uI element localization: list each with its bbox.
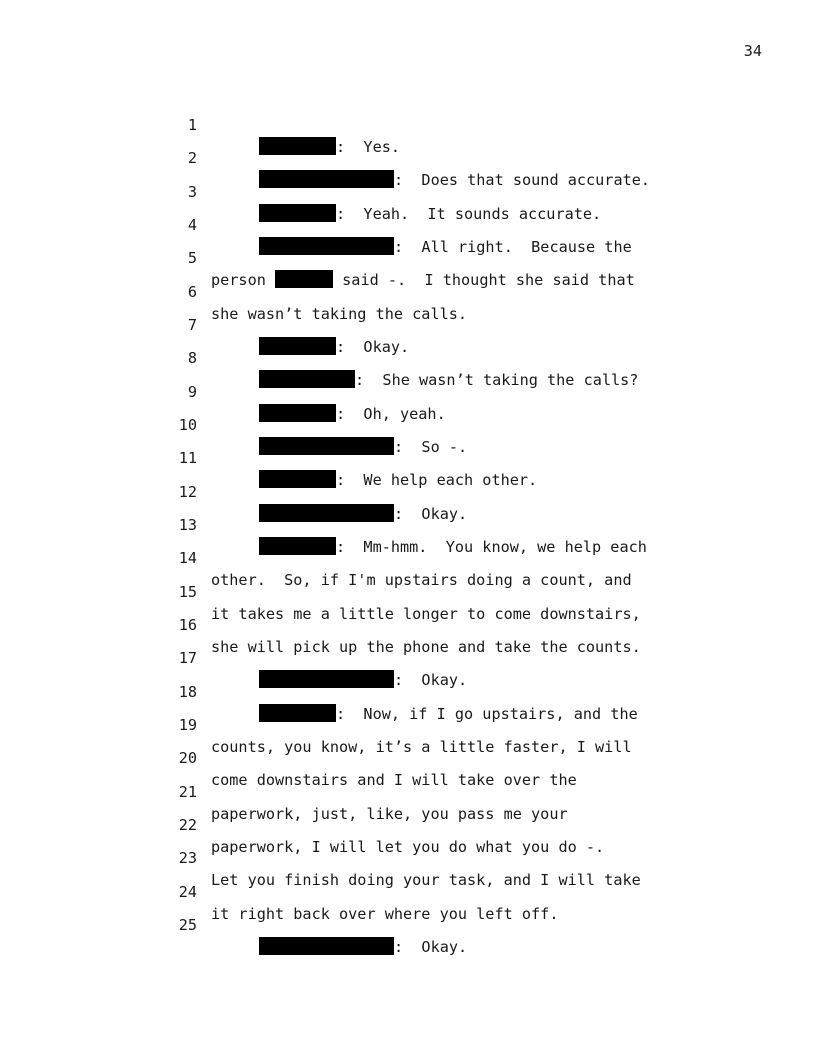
transcript-line [0, 159, 816, 223]
transcript-line [0, 425, 816, 489]
line-text: Let you finish doing your task, and I will take [211, 871, 641, 889]
line-number: 9 [187, 383, 197, 401]
line-number: 1 [187, 116, 197, 134]
transcript-line [0, 92, 816, 156]
line-number: 22 [178, 816, 197, 834]
transcript-line [0, 192, 816, 256]
line-text: : She wasn’t taking the calls? [355, 371, 639, 389]
line-number: 23 [178, 849, 197, 867]
line-text: : Does that sound accurate. [394, 171, 651, 189]
transcript-line [0, 125, 816, 189]
transcript-line [0, 892, 816, 956]
line-text-before-redaction: person [211, 271, 276, 289]
transcript-line [0, 325, 816, 389]
transcript-line [0, 759, 816, 823]
line-text: she will pick up the phone and take the counts. [211, 638, 641, 656]
line-text: : Okay. [394, 505, 468, 523]
line-number: 21 [178, 783, 197, 801]
transcript-line [0, 625, 816, 689]
page-number: 34 [743, 42, 762, 60]
line-text: : Yeah. It sounds accurate. [336, 205, 602, 223]
line-text: paperwork, I will let you do what you do -. [211, 838, 605, 856]
line-number: 19 [178, 716, 197, 734]
line-text: she wasn’t taking the calls. [211, 305, 468, 323]
line-number: 4 [187, 216, 197, 234]
line-number: 18 [178, 683, 197, 701]
line-text: : We help each other. [336, 471, 538, 489]
line-text: it takes me a little longer to come downstairs, [211, 605, 641, 623]
transcript-line [0, 225, 816, 289]
line-text: : Yes. [336, 138, 401, 156]
transcript-line [0, 459, 816, 523]
line-number: 15 [178, 583, 197, 601]
line-text: : Okay. [336, 338, 410, 356]
line-text: : Okay. [394, 671, 468, 689]
line-number: 13 [178, 516, 197, 534]
line-number: 17 [178, 649, 197, 667]
transcript-line [0, 725, 816, 789]
line-number: 24 [178, 883, 197, 901]
line-number: 5 [187, 249, 197, 267]
transcript-line [0, 792, 816, 856]
transcript-line [0, 525, 816, 589]
line-text: it right back over where you left off. [211, 905, 559, 923]
line-text: come downstairs and I will take over the [211, 771, 577, 789]
line-text: : All right. Because the [394, 238, 632, 256]
line-number: 6 [187, 283, 197, 301]
line-number: 7 [187, 316, 197, 334]
line-number: 8 [187, 349, 197, 367]
line-number: 11 [178, 449, 197, 467]
line-text: : Oh, yeah. [336, 405, 446, 423]
transcript-line [0, 559, 816, 623]
line-number: 14 [178, 549, 197, 567]
line-number: 10 [178, 416, 197, 434]
transcript-line [0, 492, 816, 556]
line-number: 12 [178, 483, 197, 501]
line-number: 25 [178, 916, 197, 934]
line-number: 3 [187, 183, 197, 201]
transcript-line [0, 259, 816, 323]
transcript-line [0, 659, 816, 723]
line-text: : Okay. [394, 938, 468, 956]
transcript-line [0, 292, 816, 356]
line-text: : Now, if I go upstairs, and the [336, 705, 638, 723]
line-number: 16 [178, 616, 197, 634]
line-number: 20 [178, 749, 197, 767]
redacted-speaker [259, 937, 394, 955]
transcript-line [0, 359, 816, 423]
line-text: other. So, if I'm upstairs doing a count, and [211, 571, 632, 589]
transcript-line [0, 592, 816, 656]
line-text: counts, you know, it’s a little faster, I will [211, 738, 632, 756]
line-text: : Mm-hmm. You know, we help each [336, 538, 647, 556]
line-text-after-redaction: said -. I thought she said that [333, 271, 635, 289]
line-number: 2 [187, 149, 197, 167]
line-text: : So -. [394, 438, 468, 456]
transcript-line [0, 692, 816, 756]
transcript-line [0, 392, 816, 456]
line-text: paperwork, just, like, you pass me your [211, 805, 568, 823]
transcript-line [0, 825, 816, 889]
transcript-line [0, 859, 816, 923]
